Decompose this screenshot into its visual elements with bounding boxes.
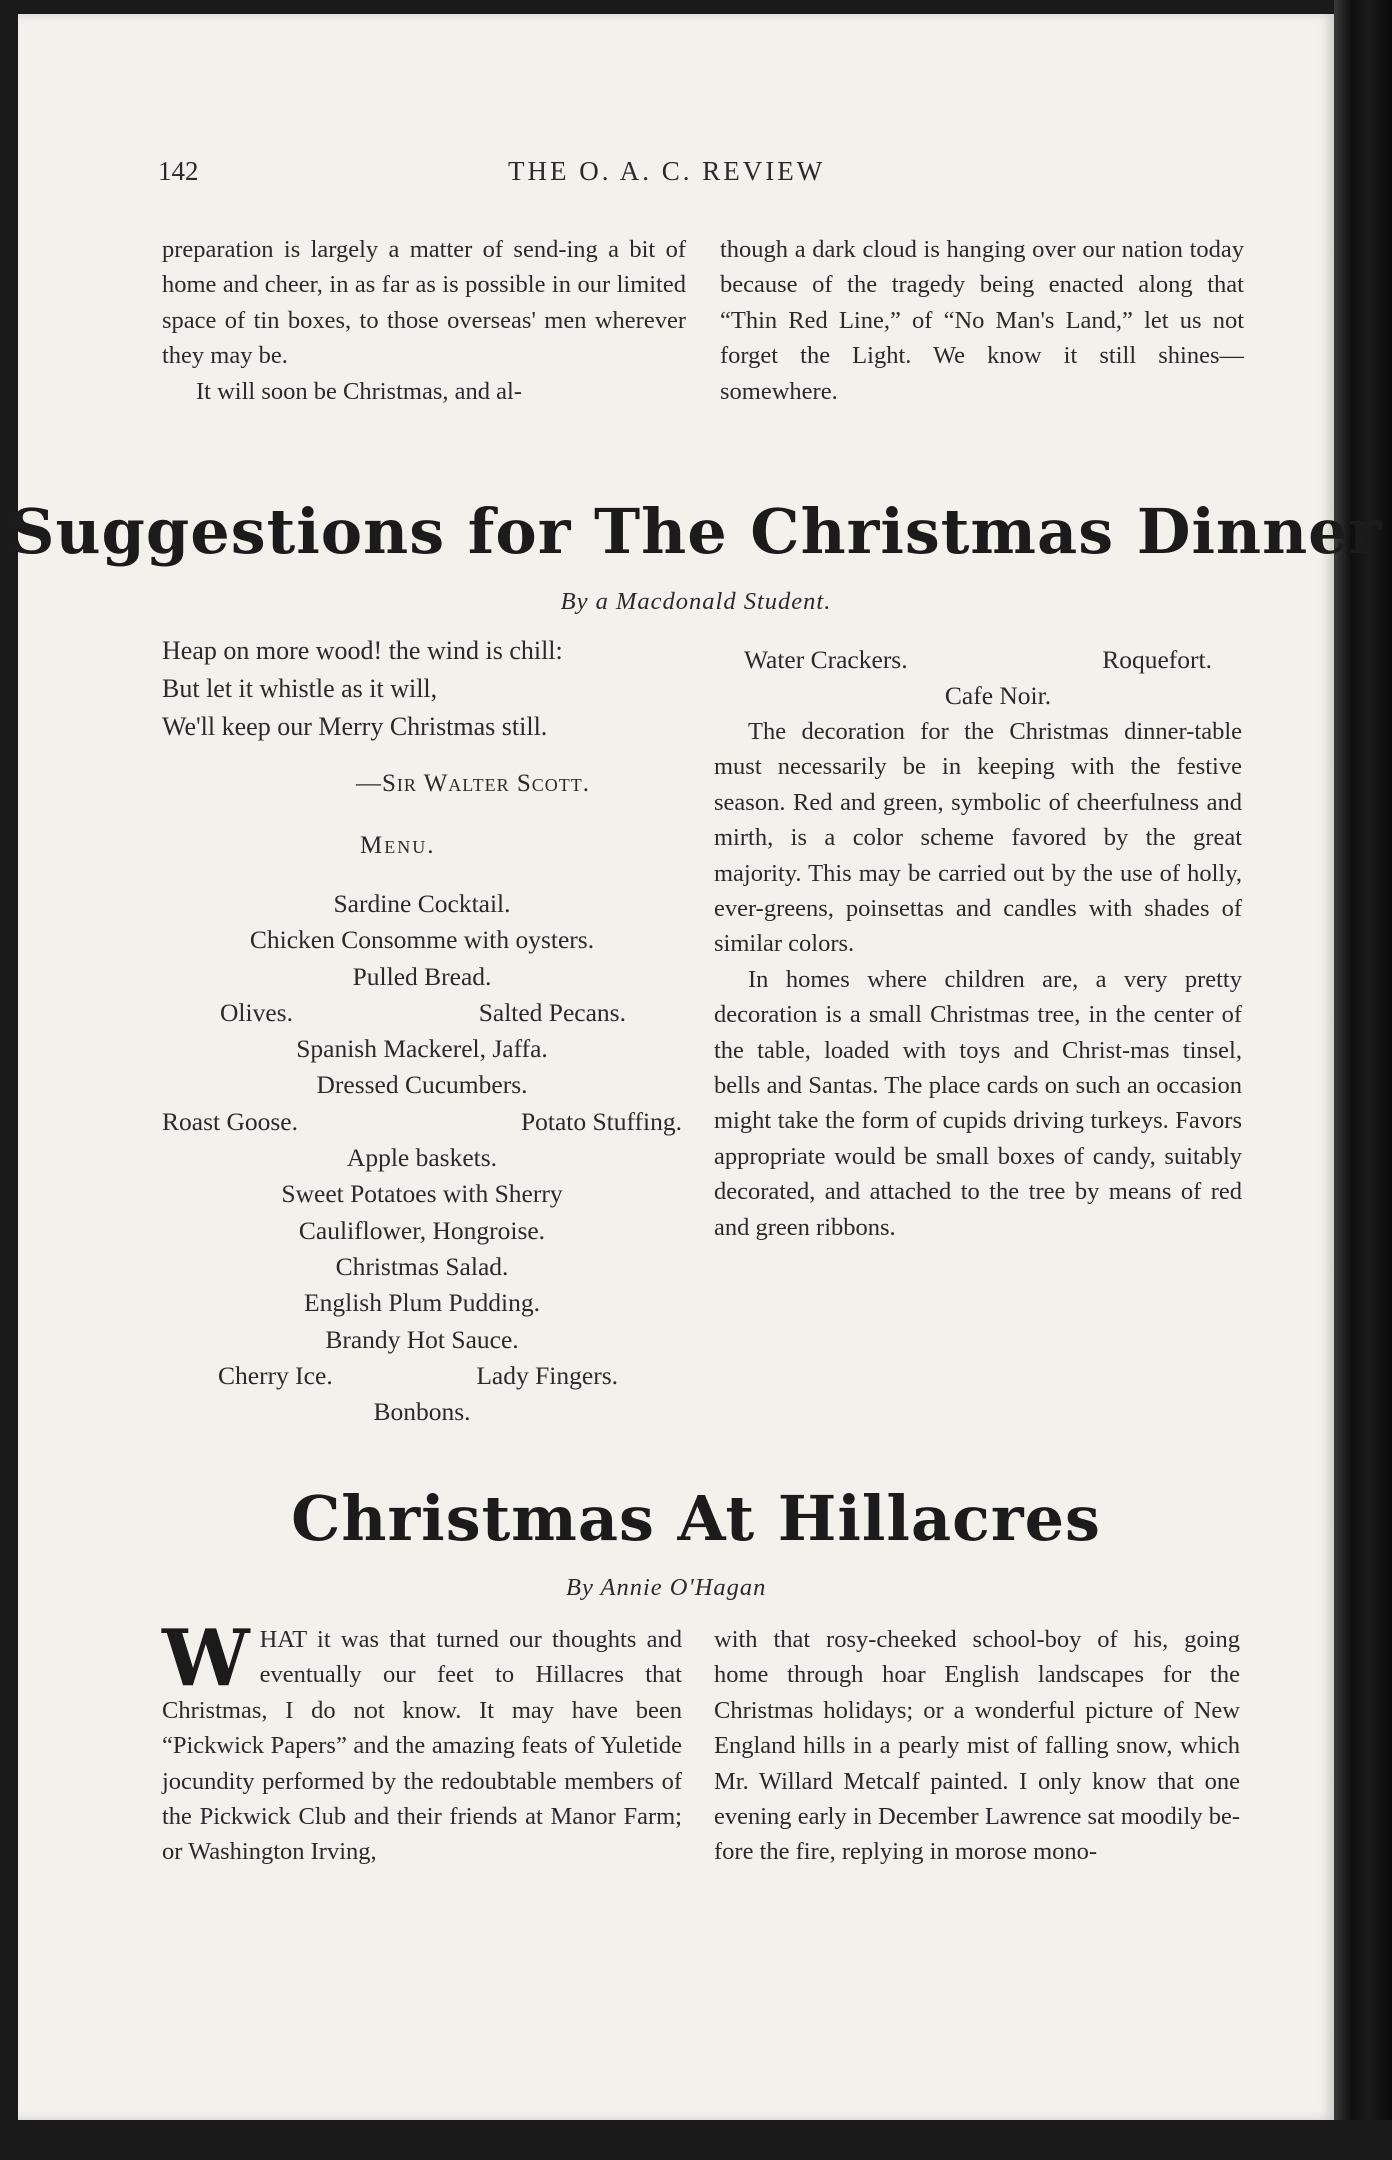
paragraph: though a dark cloud is hanging over our nation today because of the tragedy being enacted along that “Thin Red Line,” of “No Man's Land,” let us not forget the Light. We know it still shines—somewhere. <box>720 236 1244 405</box>
menu-list <box>162 886 682 1430</box>
scan-border <box>0 2120 1392 2160</box>
menu-item: Sardine Cocktail. <box>333 889 511 918</box>
article-title: Christmas At Hillacres <box>291 1482 1101 1555</box>
page-number: 142 <box>158 156 199 186</box>
menu-item: Brandy Hot Sauce. <box>325 1324 519 1354</box>
menu-item: Chicken Consomme with oysters. <box>249 925 595 955</box>
article-byline: By a Macdonald Student. <box>560 588 832 615</box>
menu-item: Salted Pecans. <box>478 997 626 1027</box>
menu-item: Potato Stuffing. <box>520 1106 682 1136</box>
menu-item: English Plum Pudding. <box>304 1288 540 1318</box>
article-left-column <box>162 1613 682 1870</box>
article-right-column <box>714 1622 1240 1870</box>
paragraph: preparation is largely a matter of send-ing a bit of home and cheer, in as far as is possible in our limited space of tin boxes, to those overseas' men wherever they may be. <box>162 236 686 370</box>
menu-item: Water Crackers. <box>744 645 908 674</box>
paragraph: HAT it was that turned our thoughts and eventually our feet to Hillacres that Christmas, I do not know. It may have been “Pickwick Papers” and the amazing feats of Yuletide jocundity performed by the redoubtable members of the Pickwick Club and their friends at Manor Farm; or Washington Irving, <box>162 1626 682 1866</box>
continued-text-left <box>162 232 686 409</box>
drop-cap: W <box>162 1613 250 1704</box>
running-header: THE O. A. C. REVIEW <box>508 156 826 186</box>
menu-heading: Menu. <box>360 832 436 859</box>
paragraph: with that rosy-cheeked school-boy of his, going home through hoar English landscapes for the Christmas holidays; or a wonderful picture of New England hills in a pearly mist of falling snow, which Mr. Willard Metcalf painted. I only know that one evening early in December Lawrence sat moodily be-fore the fire, replying in morose mono- <box>714 1626 1240 1866</box>
menu-item: Apple baskets. <box>346 1143 498 1173</box>
book-spine <box>1334 0 1392 2160</box>
menu-item: Bonbons. <box>373 1397 471 1427</box>
menu-row <box>162 1358 682 1394</box>
menu-item: Pulled Bread. <box>352 961 492 991</box>
menu-item: Spanish Mackerel, Jaffa. <box>296 1034 548 1064</box>
menu-item: Christmas Salad. <box>335 1251 509 1281</box>
poem-attribution: —Sir Walter Scott. <box>356 770 591 797</box>
menu-item: Cauliflower, Hongroise. <box>298 1215 546 1245</box>
menu-item: Sweet Potatoes with Sherry <box>281 1179 563 1209</box>
menu-item: Cafe Noir. <box>944 681 1052 710</box>
menu-continued <box>714 642 1242 714</box>
article-title: Suggestions for The Christmas Dinner <box>9 495 1383 568</box>
menu-item: Cherry Ice. <box>218 1360 333 1390</box>
poem-line: We'll keep our Merry Christmas still. <box>162 712 548 741</box>
article-byline: By Annie O'Hagan <box>566 1574 767 1601</box>
menu-item: Olives. <box>220 997 293 1027</box>
article-right-column <box>714 642 1242 1245</box>
continued-text-right <box>720 232 1244 409</box>
paragraph: It will soon be Christmas, and al- <box>196 377 522 405</box>
poem-line: Heap on more wood! the wind is chill: <box>162 636 563 665</box>
poem-line: But let it whistle as it will, <box>162 674 438 703</box>
paragraph: In homes where children are, a very pretty decoration is a small Christmas tree, in the center of the table, loaded with toys and Christ-mas tinsel, bells and Santas. The place cards on such an occasion might take the form of cupids driving turkeys. Favors appropriate would be small boxes of candy, suitably decorated, and attached to the tree by means of red and green ribbons. <box>714 965 1242 1241</box>
menu-item: Lady Fingers. <box>476 1360 618 1390</box>
menu-item: Roquefort. <box>1102 645 1212 674</box>
menu-row <box>162 995 682 1031</box>
paragraph: The decoration for the Christmas dinner-table must necessarily be in keeping with the festive season. Red and green, symbolic of cheerfulness and mirth, is a color scheme favored by the great majority. This may be carried out by the use of holly, ever-greens, poinsettas and candles with shades of similar colors. <box>714 718 1242 958</box>
menu-row <box>714 642 1242 678</box>
menu-item: Dressed Cucumbers. <box>316 1070 528 1100</box>
menu-row <box>162 1104 682 1140</box>
menu-item: Roast Goose. <box>162 1106 298 1136</box>
epigraph-poem <box>162 632 692 746</box>
